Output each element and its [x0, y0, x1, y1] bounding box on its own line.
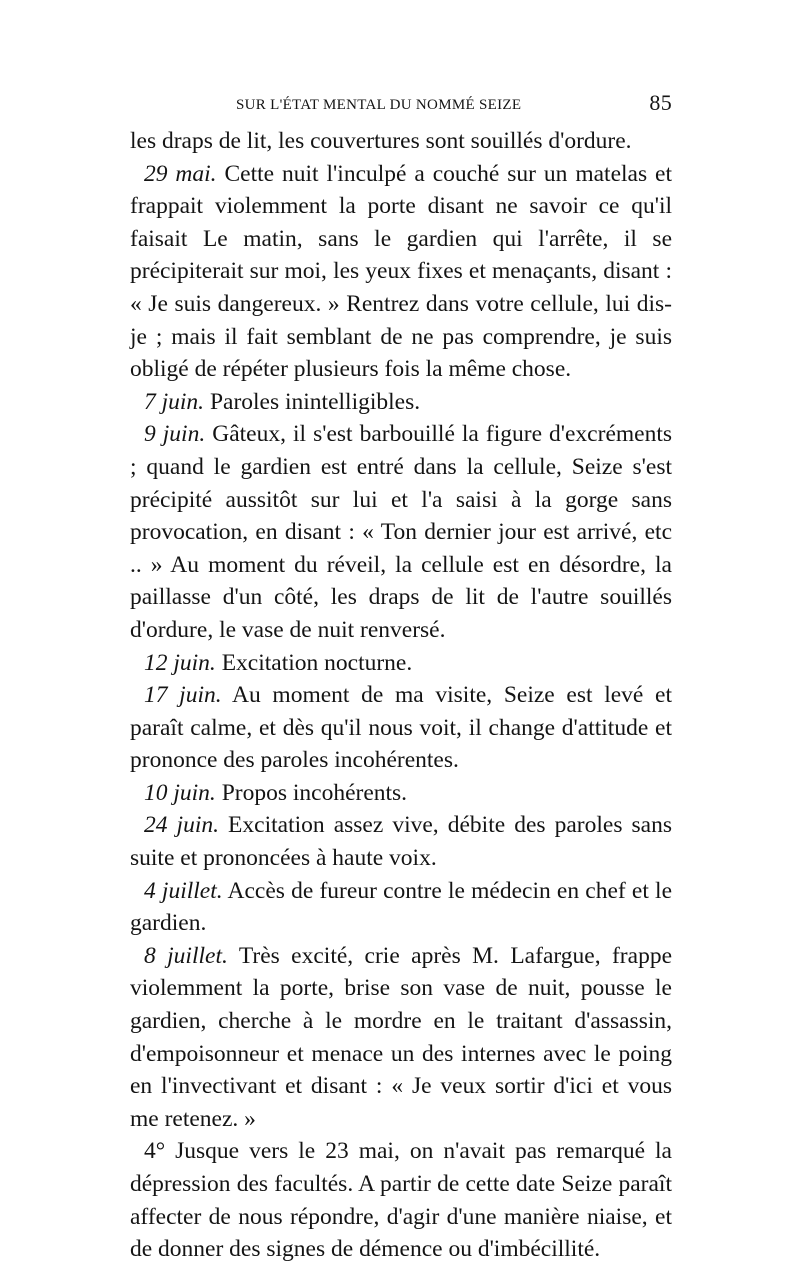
body-text	[130, 125, 672, 1266]
entry-date: 8 juillet.	[144, 942, 228, 969]
entry-text: Paroles inintelligibles.	[204, 388, 421, 415]
entry-date: 10 juin.	[144, 779, 216, 806]
entry-4-juillet	[130, 875, 672, 940]
entry-9-juin	[130, 418, 672, 646]
entry-date: 29 mai.	[144, 160, 217, 187]
entry-date: 12 juin.	[144, 649, 216, 676]
entry-date: 7 juin.	[144, 388, 205, 415]
entry-date: 17 juin.	[144, 682, 222, 709]
paragraph-text: les draps de lit, les couvertures sont souillés d'ordure.	[130, 128, 632, 154]
entry-10-juin	[130, 777, 672, 810]
entry-text: Propos incohérents.	[215, 779, 408, 806]
page-number: 85	[649, 90, 672, 115]
entry-7-juin	[130, 386, 672, 419]
running-head	[130, 90, 672, 117]
entry-text: Accès de fureur contre le médecin en chef et le gardien.	[130, 877, 672, 937]
entry-text: Excitation assez vive, débite des paroles sans suite et prononcées à haute voix.	[130, 812, 672, 872]
paragraph-continuation	[130, 125, 672, 158]
entry-24-juin	[130, 809, 672, 874]
running-head-title: SUR L'ÉTAT MENTAL DU NOMMÉ SEIZE	[236, 97, 522, 113]
paragraph-text: 4° Jusque vers le 23 mai, on n'avait pas remarqué la dépression des facultés. A partir de cette date Seize paraît affecter de nous répondre, d'agir d'une manière niaise, et de donner des signes de démence ou d'imbécillité.	[130, 1138, 672, 1263]
entry-text: Au moment de ma visite, Seize est levé et paraît calme, et dès qu'il nous voit, il change d'attitude et prononce des paroles incohérentes.	[130, 682, 672, 774]
entry-date: 9 juin.	[144, 421, 206, 448]
entry-8-juillet	[130, 940, 672, 1136]
entry-text: Excitation nocturne.	[215, 649, 413, 676]
entry-29-mai	[130, 158, 672, 386]
section-4-paragraph	[130, 1135, 672, 1265]
entry-text: Gâteux, il s'est barbouillé la figure d'excréments ; quand le gardien est entré dans la cellule, Seize s'est précipité aussitôt sur lui et l'a saisi à la gorge sans provocation, en disant : « Ton dernier jour est arrivé, etc .. » Au moment du réveil, la cellule est en désordre, la paillasse d'un côté, les draps de lit de l'autre souillés d'ordure, le vase de nuit renversé.	[130, 421, 673, 643]
entry-date: 24 juin.	[144, 812, 219, 839]
entry-date: 4 juillet.	[144, 877, 223, 904]
entry-text: Cette nuit l'inculpé a couché sur un matelas et frappait violemment la porte disant ne savoir ce qu'il faisait Le matin, sans le gardien qui l'arrête, il se précipiterait sur moi, les yeux fixes et menaçants, disant : « Je suis dangereux. » Rentrez dans votre cellule, lui dis-je ; mais il fait semblant de ne pas comprendre, je suis obligé de répéter plusieurs fois la même chose.	[130, 160, 672, 383]
entry-text: Très excité, crie après M. Lafargue, frappe violemment la porte, brise son vase de nuit, pousse le gardien, cherche à le mordre en le traitant d'assassin, d'empoisonneur et menace un des internes avec le poing en l'invectivant et disant : « Je veux sortir d'ici et vous me retenez. »	[130, 942, 672, 1132]
entry-17-juin	[130, 679, 672, 777]
entry-12-juin	[130, 647, 672, 680]
